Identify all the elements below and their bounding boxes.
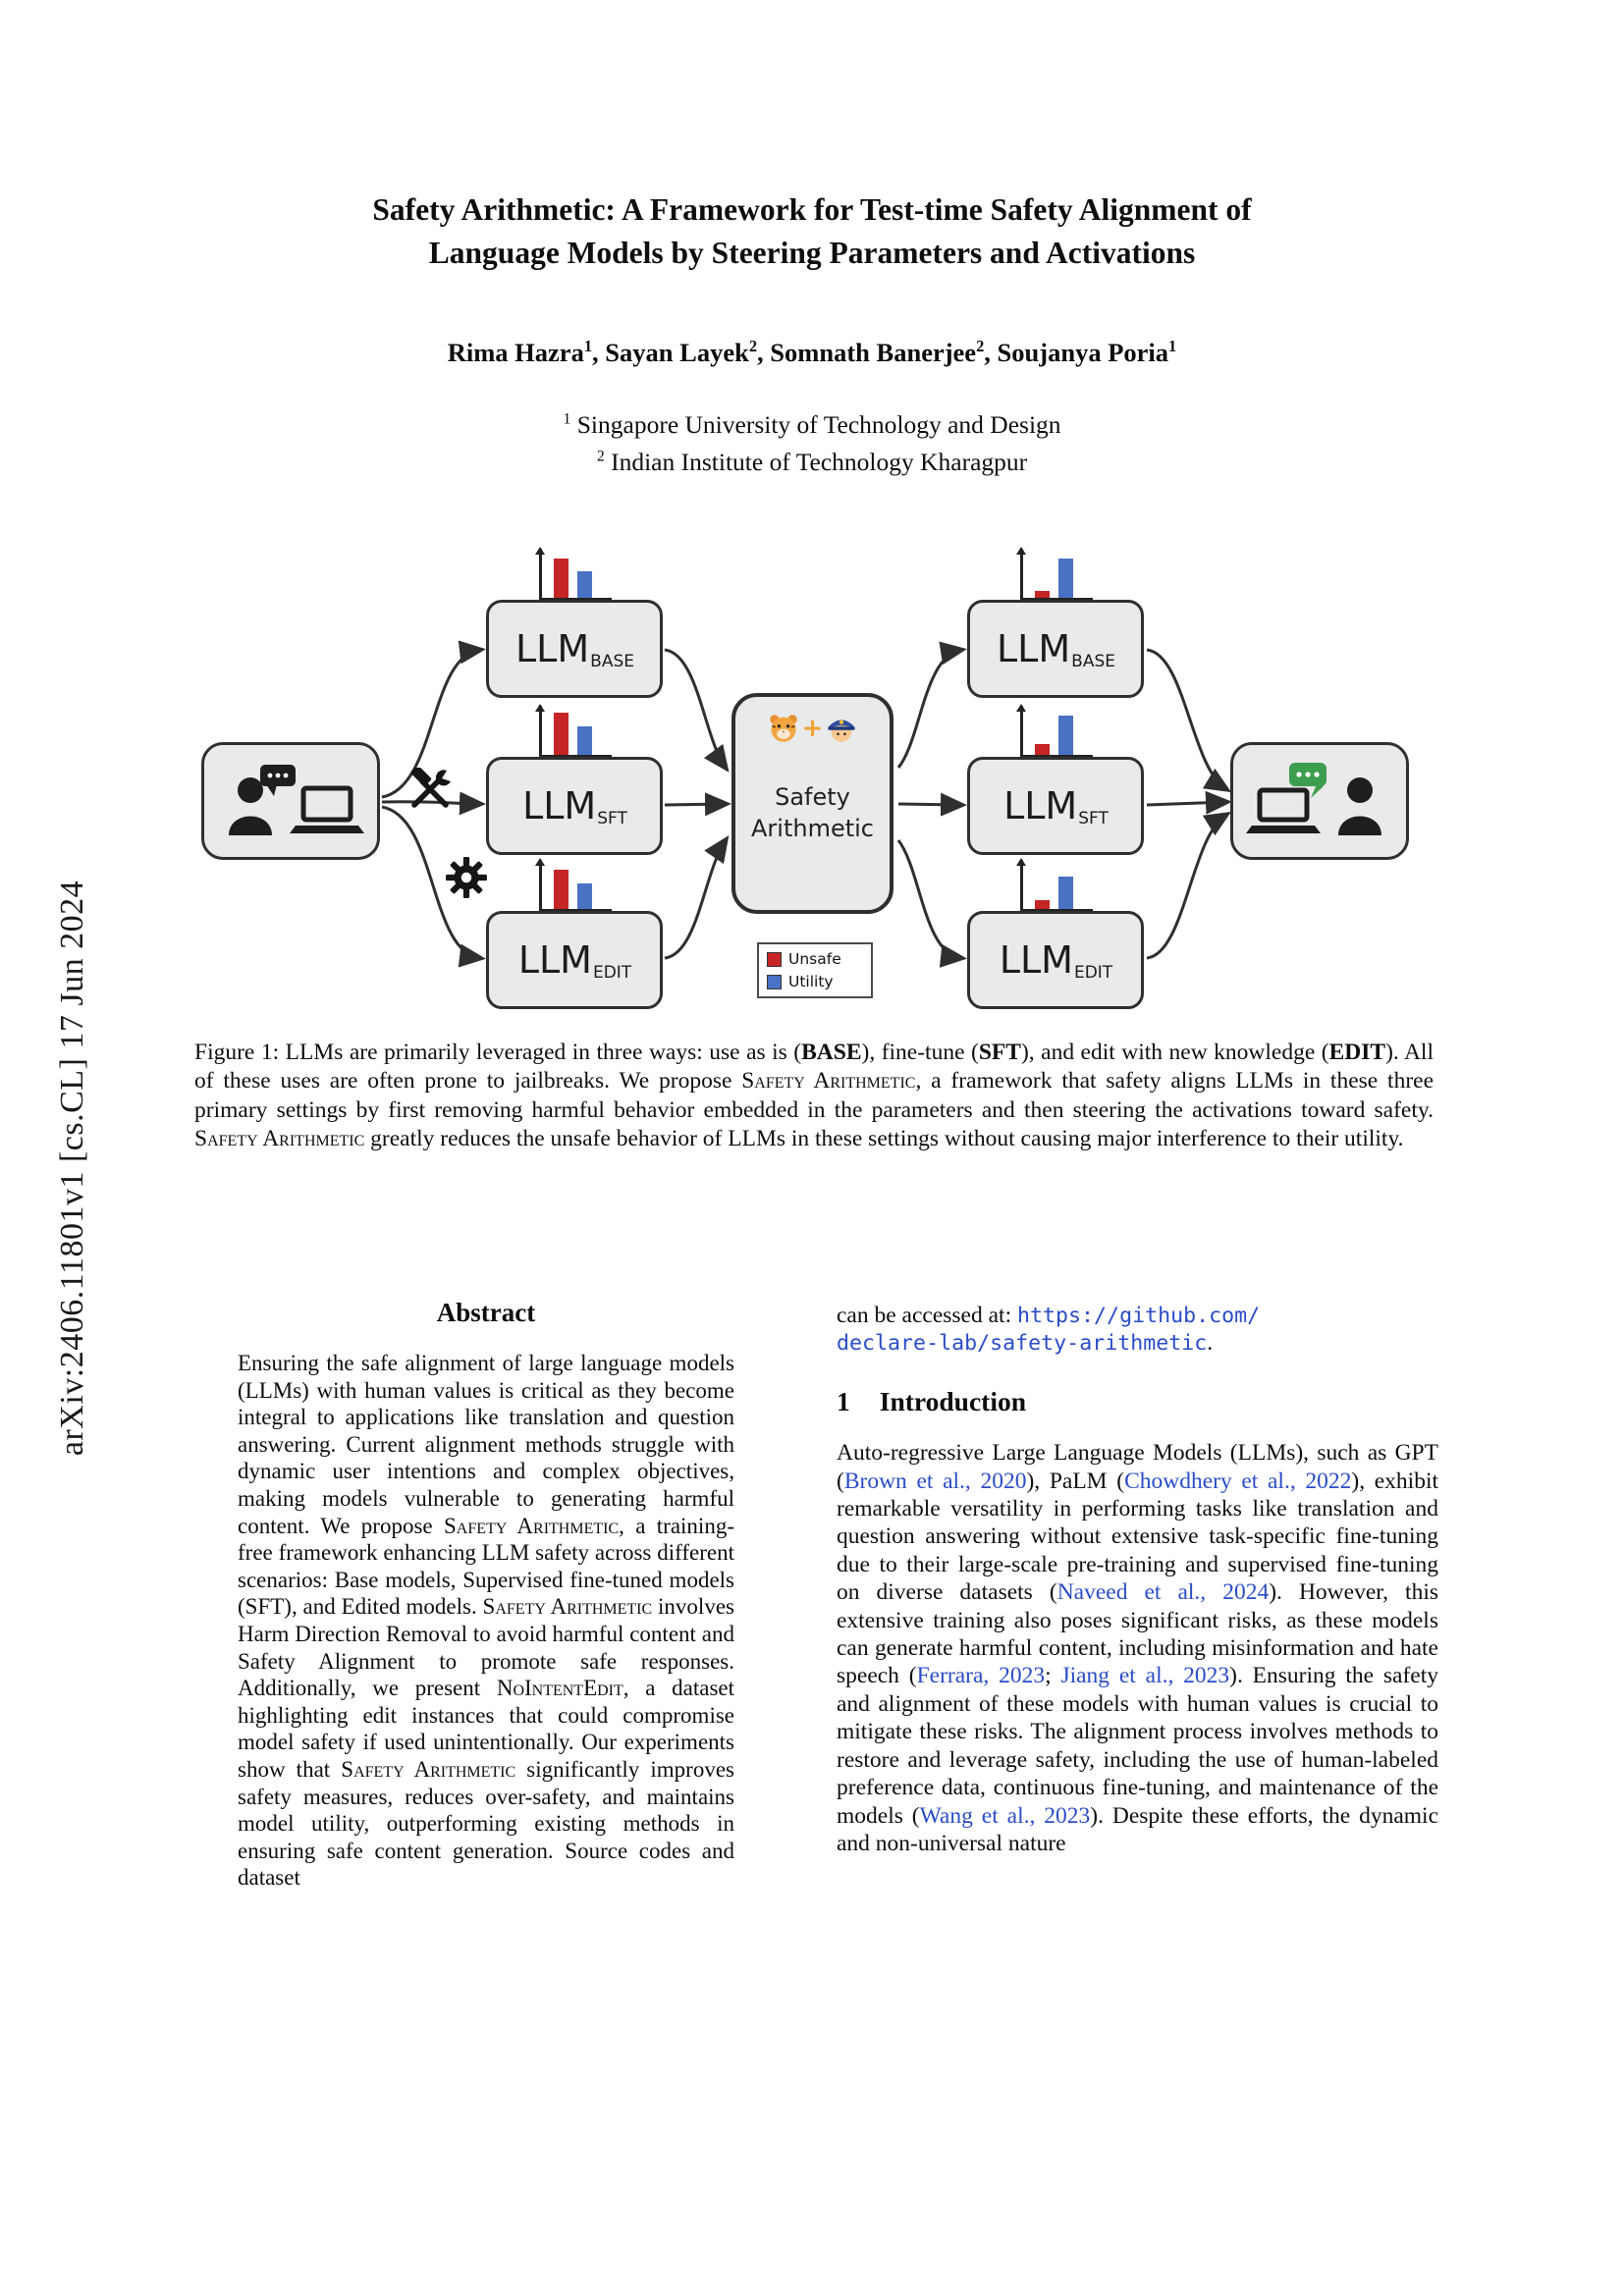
text-segment: SFT (978, 1040, 1021, 1065)
police-officer-icon (826, 713, 857, 744)
utility-swatch (767, 975, 782, 989)
introduction-heading (837, 1385, 1438, 1417)
citation-link[interactable]: Chowdhery et al., 2022 (1124, 1468, 1352, 1494)
section-title: Introduction (879, 1385, 1026, 1416)
text-segment: Indian Institute of Technology Kharagpur (604, 448, 1028, 477)
llm-subscript: SFT (1078, 809, 1109, 828)
text-segment: , Somnath Banerjee (757, 338, 977, 367)
text-segment: ), PaLM ( (1026, 1468, 1125, 1494)
abstract-text (238, 1350, 734, 1892)
affiliation-1 (193, 406, 1431, 444)
citation-link[interactable]: Ferrara, 2023 (916, 1663, 1046, 1689)
text-segment: 1 (583, 337, 593, 356)
llm-subscript: EDIT (592, 963, 632, 983)
introduction-paragraph (837, 1439, 1438, 1857)
text-segment: , Sayan Layek (592, 338, 749, 367)
text-segment: can be accessed at: (837, 1303, 1017, 1328)
text-segment: Safety Arithmetic (741, 1068, 916, 1095)
text-segment: Safety Arithmetic (443, 1513, 620, 1538)
llm-sft-right-box (967, 757, 1144, 855)
title-line-1: Safety Arithmetic: A Framework for Test-time Safety Alignment of (372, 192, 1252, 227)
right-column (837, 1302, 1438, 1857)
llm-subscript: EDIT (1073, 963, 1113, 983)
safe-output-box (1230, 742, 1409, 860)
utility-bar (577, 726, 592, 755)
left-column (194, 1298, 778, 1892)
text-segment: involves Harm Direction Removal to avoid harmful content and Safety Alignment to promote safe responses. Additionally, we present (238, 1594, 734, 1701)
legend-row-utility (767, 973, 863, 990)
plus-icon: + (801, 714, 824, 743)
unsafe-bar (554, 870, 568, 909)
llm-label: LLM (999, 938, 1073, 982)
arxiv-id-banner: arXiv:2406.11801v1 [cs.CL] 17 Jun 2024 (54, 880, 90, 1457)
safety-arithmetic-box (731, 693, 893, 914)
user-query-icon (217, 759, 364, 843)
text-segment: ). Ensuring the safety and alignment of these models with human values is crucial to mitigate these risks. The alignment process involves methods to restore and leverage safety, including the use of human-labeled preference data, continuous fine-tuning, and maintenance of the models ( (837, 1663, 1438, 1829)
page-title (193, 188, 1431, 275)
llm-edit-right-box (967, 911, 1144, 1009)
tools-icon (407, 768, 453, 813)
bar-chart-sft-left (533, 704, 620, 757)
text-segment: 1 (563, 410, 571, 428)
tiger-emoji-icon (768, 713, 799, 744)
text-segment: , Soujanya Poria (984, 338, 1169, 367)
text-segment: NoIntentEdit (496, 1676, 623, 1701)
text-segment: ). Despite these efforts, the dynamic and non-universal nature (837, 1802, 1438, 1857)
user-input-box (201, 742, 380, 860)
figure-1-caption (194, 1039, 1434, 1153)
bar-chart-edit-right (1014, 858, 1101, 911)
llm-label: LLM (997, 627, 1071, 670)
bar-chart-edit-left (533, 858, 620, 911)
utility-bar (577, 883, 592, 909)
text-segment: Safety Arithmetic (482, 1594, 653, 1620)
affiliation-2 (193, 444, 1431, 481)
text-segment: BASE (801, 1040, 862, 1065)
text-segment: ). All of these uses are often prone to jailbreaks. We propose (194, 1040, 1434, 1095)
title-line-2: Language Models by Steering Parameters and Activations (428, 236, 1196, 271)
text-segment: . (1207, 1330, 1214, 1357)
text-segment: Figure 1: LLMs are primarily leveraged in three ways: use as is ( (194, 1040, 802, 1065)
text-segment: Singapore University of Technology and Design (570, 410, 1061, 439)
llm-label: LLM (515, 627, 590, 670)
unsafe-bar (554, 559, 568, 598)
legend-label: Unsafe (788, 950, 841, 968)
safety-arithmetic-label: Safety Arithmetic (751, 783, 874, 843)
utility-bar (1058, 559, 1073, 598)
utility-bar (577, 571, 592, 598)
citation-link[interactable]: Naveed et al., 2024 (1056, 1579, 1270, 1606)
citation-link[interactable]: Jiang et al., 2023 (1060, 1663, 1230, 1689)
unsafe-bar (1035, 744, 1050, 755)
text-segment: 2 (976, 337, 985, 356)
text-segment: , a framework that safety aligns LLMs in these three primary settings by first removing harmful behavior embedded in the parameters and then steering the activations toward safety. (194, 1068, 1435, 1123)
abstract-heading: Abstract (436, 1298, 536, 1327)
text-segment: ; (1045, 1663, 1061, 1689)
llm-subscript: BASE (590, 652, 634, 671)
unsafe-bar (554, 713, 568, 755)
repo-link[interactable]: https://github.com/ (1016, 1304, 1261, 1328)
text-segment: ), exhibit remarkable versatility in performing tasks like translation and question answering without extensive task-specific fine-tuning due to their large-scale pre-training and supervised fine-tuning on diverse datasets ( (837, 1468, 1439, 1606)
repo-access-text (837, 1302, 1438, 1358)
legend-label: Utility (788, 973, 834, 990)
llm-base-right-box (967, 600, 1144, 698)
bar-chart-base-left (533, 547, 620, 600)
bar-chart-sft-right (1014, 704, 1101, 757)
unsafe-swatch (767, 952, 782, 967)
unsafe-bar (1035, 900, 1050, 909)
text-segment: 1 (1168, 337, 1177, 356)
text-segment: 2 (596, 448, 605, 465)
text-segment: EDIT (1328, 1040, 1386, 1065)
llm-label: LLM (1003, 784, 1078, 828)
text-segment: Safety Arithmetic (341, 1756, 516, 1782)
text-segment: Ensuring the safe alignment of large language models (LLMs) with human values is critical as they become integral to applications like translation and question answering. Current alignment methods struggle with dynamic user intentions and complex objectives, making models vulnerable to generating harmful content. We propose (238, 1351, 734, 1538)
llm-label: LLM (522, 784, 597, 828)
gear-icon (445, 856, 488, 899)
llm-label: LLM (517, 938, 592, 982)
text-segment: ), fine-tune ( (861, 1040, 979, 1065)
affiliations (193, 406, 1431, 482)
text-segment: , a dataset highlighting edit instances that could compromise model safety if used unintentionally. Our experiments show that (238, 1676, 734, 1782)
authors-line (193, 338, 1431, 368)
llm-base-left-box (486, 600, 663, 698)
unsafe-bar (1035, 591, 1050, 598)
text-segment: ), and edit with new knowledge ( (1020, 1040, 1329, 1065)
llm-subscript: SFT (597, 809, 627, 828)
llm-edit-left-box (486, 911, 663, 1009)
section-number: 1 (837, 1385, 850, 1416)
text-segment: significantly improves safety measures, reduces over-safety, and maintains model utility, outperforming existing methods in ensuring safe content generation. Source codes and dataset (238, 1756, 734, 1891)
text-segment: ). However, this extensive training also poses significant risks, as these models can generate harmful content, including misinformation and hate speech ( (837, 1579, 1439, 1689)
figure-1-diagram (201, 546, 1424, 1029)
citation-link[interactable]: Wang et al., 2023 (919, 1802, 1091, 1829)
repo-link[interactable]: declare-lab/safety-arithmetic (837, 1331, 1208, 1357)
llm-sft-left-box (486, 757, 663, 855)
text-segment: , a training-free framework enhancing LLM safety across different scenarios: Base models, Supervised fine-tuned models (SFT), and Edited models. (238, 1513, 734, 1620)
text-segment: Rima Hazra (447, 338, 584, 367)
figure-legend (757, 942, 873, 998)
citation-link[interactable]: Brown et al., 2020 (843, 1468, 1027, 1494)
llm-subscript: BASE (1071, 652, 1115, 671)
bar-chart-base-right (1014, 547, 1101, 600)
safe-response-icon (1246, 759, 1393, 843)
utility-bar (1058, 716, 1073, 755)
legend-row-unsafe (767, 950, 863, 968)
text-segment: Auto-regressive Large Language Models (LLMs), such as GPT ( (837, 1440, 1438, 1494)
text-segment: greatly reduces the unsafe behavior of LLMs in these settings without causing major interference to their utility. (364, 1125, 1404, 1151)
text-segment: Safety Arithmetic (194, 1125, 365, 1151)
text-segment: 2 (748, 337, 758, 356)
utility-bar (1058, 877, 1073, 909)
